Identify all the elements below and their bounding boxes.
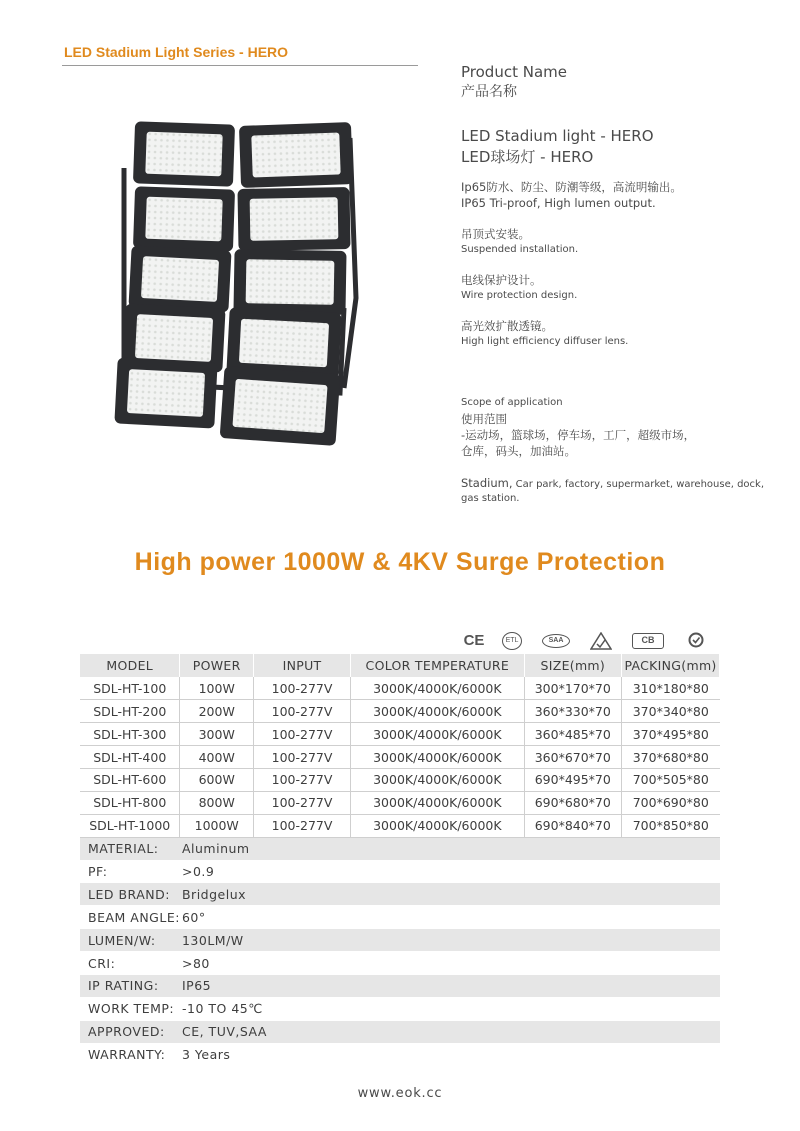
- cell-packing: 310*180*80: [622, 677, 720, 700]
- scope-en-line: gas station.: [461, 493, 520, 504]
- product-info: [461, 62, 791, 504]
- attribute-row: [80, 997, 720, 1020]
- cell-power: 400W: [180, 746, 253, 769]
- col-header-model: MODEL: [80, 654, 180, 677]
- feature-en: Suspended installation.: [461, 244, 579, 255]
- led-module: [237, 187, 350, 251]
- cell-power: 1000W: [180, 814, 253, 837]
- attribute-label: CRI:: [80, 952, 180, 975]
- certifications: [460, 632, 720, 652]
- cell-packing: 370*340*80: [622, 700, 720, 723]
- cell-model: SDL-HT-1000: [80, 814, 180, 837]
- table-row: [80, 791, 720, 814]
- cell-input: 100-277V: [253, 746, 350, 769]
- feature-en: Wire protection design.: [461, 290, 578, 301]
- spec-table: [80, 654, 720, 1067]
- attribute-value: IP65: [180, 974, 720, 997]
- led-module: [239, 122, 353, 188]
- cell-input: 100-277V: [253, 768, 350, 791]
- cell-power: 200W: [180, 700, 253, 723]
- feature-cn: 吊顶式安装。: [461, 227, 530, 241]
- feature-en: High light efficiency diffuser lens.: [461, 336, 629, 347]
- attribute-value: CE, TUV,SAA: [180, 1020, 720, 1043]
- cb-mark-icon: CB: [632, 633, 664, 649]
- attribute-value: Aluminum: [180, 837, 720, 860]
- cell-size: 360*485*70: [524, 723, 622, 746]
- attribute-label: MATERIAL:: [80, 837, 180, 860]
- cell-input: 100-277V: [253, 791, 350, 814]
- attribute-label: BEAM ANGLE:: [80, 906, 180, 929]
- attribute-row: [80, 929, 720, 952]
- attribute-label: APPROVED:: [80, 1020, 180, 1043]
- col-header-size: SIZE(mm): [524, 654, 622, 677]
- feature-cn: 高光效扩散透镜。: [461, 319, 553, 333]
- attribute-row: [80, 974, 720, 997]
- cell-power: 600W: [180, 768, 253, 791]
- product-name-cn: LED球场灯 - HERO: [461, 148, 594, 166]
- attribute-value: 130LM/W: [180, 929, 720, 952]
- rcm-mark-icon: [590, 632, 612, 650]
- table-row: [80, 814, 720, 837]
- cell-power: 100W: [180, 677, 253, 700]
- cell-size: 300*170*70: [524, 677, 622, 700]
- scope-cn-line: -运动场，篮球场，停车场，工厂，超级市场，: [461, 428, 696, 442]
- col-header-packing: PACKING(mm): [622, 654, 720, 677]
- saa-mark-icon: SAA: [542, 634, 570, 648]
- scope-en-lead: Stadium,: [461, 476, 513, 490]
- attribute-label: IP RATING:: [80, 974, 180, 997]
- feature-cn: Ip65防水、防尘、防潮等级，高流明输出。: [461, 180, 682, 194]
- series-title: LED Stadium Light Series - HERO: [64, 44, 289, 60]
- table-row: [80, 768, 720, 791]
- table-row: [80, 723, 720, 746]
- attribute-row: [80, 837, 720, 860]
- attribute-row: [80, 952, 720, 975]
- attribute-label: LUMEN/W:: [80, 929, 180, 952]
- attribute-row: [80, 883, 720, 906]
- cell-power: 800W: [180, 791, 253, 814]
- cell-color-temp: 3000K/4000K/6000K: [351, 700, 524, 723]
- cell-model: SDL-HT-100: [80, 677, 180, 700]
- led-module: [133, 121, 235, 186]
- title-divider: [62, 65, 418, 66]
- scope-en-rest: Car park, factory, supermarket, warehouse, dock,: [512, 479, 765, 490]
- cell-size: 360*330*70: [524, 700, 622, 723]
- cell-input: 100-277V: [253, 677, 350, 700]
- cell-power: 300W: [180, 723, 253, 746]
- col-header-color-temp: COLOR TEMPERATURE: [351, 654, 524, 677]
- cell-input: 100-277V: [253, 723, 350, 746]
- product-image: [104, 108, 362, 453]
- cell-packing: 370*680*80: [622, 746, 720, 769]
- cell-model: SDL-HT-200: [80, 700, 180, 723]
- cell-color-temp: 3000K/4000K/6000K: [351, 814, 524, 837]
- attribute-value: -10 TO 45℃: [180, 997, 720, 1020]
- led-module: [114, 357, 217, 428]
- led-module: [133, 186, 235, 251]
- attribute-value: Bridgelux: [180, 883, 720, 906]
- table-row: [80, 746, 720, 769]
- cell-model: SDL-HT-800: [80, 791, 180, 814]
- led-module: [128, 245, 231, 312]
- attribute-value: 60°: [180, 906, 720, 929]
- attribute-label: LED BRAND:: [80, 883, 180, 906]
- cell-model: SDL-HT-600: [80, 768, 180, 791]
- attribute-label: WORK TEMP:: [80, 997, 180, 1020]
- headline: High power 1000W & 4KV Surge Protection: [134, 548, 666, 576]
- cell-packing: 370*495*80: [622, 723, 720, 746]
- cell-size: 690*840*70: [524, 814, 622, 837]
- scope-cn-line: 仓库，码头，加油站。: [461, 444, 576, 458]
- attribute-row: [80, 1043, 720, 1066]
- led-module: [220, 366, 341, 446]
- led-module: [233, 249, 346, 315]
- table-header-row: [80, 654, 720, 677]
- ce-mark-icon: CE: [463, 632, 485, 649]
- cell-color-temp: 3000K/4000K/6000K: [351, 746, 524, 769]
- table-row: [80, 700, 720, 723]
- attribute-value: >0.9: [180, 860, 720, 883]
- cell-model: SDL-HT-300: [80, 723, 180, 746]
- feature-cn: 电线保护设计。: [461, 273, 542, 287]
- product-name-label-cn: 产品名称: [461, 84, 517, 100]
- attribute-label: WARRANTY:: [80, 1043, 180, 1066]
- cell-color-temp: 3000K/4000K/6000K: [351, 768, 524, 791]
- cell-input: 100-277V: [253, 814, 350, 837]
- scope-label-cn: 使用范围: [461, 412, 507, 426]
- attribute-label: PF:: [80, 860, 180, 883]
- scope-label: Scope of application: [461, 397, 563, 408]
- cell-color-temp: 3000K/4000K/6000K: [351, 677, 524, 700]
- tuv-mark-icon: [688, 632, 704, 650]
- cell-size: 690*495*70: [524, 768, 622, 791]
- attribute-value: >80: [180, 952, 720, 975]
- attribute-value: 3 Years: [180, 1043, 720, 1066]
- product-name: LED Stadium light - HERO: [461, 127, 654, 145]
- cell-packing: 700*505*80: [622, 768, 720, 791]
- website-url: www.eok.cc: [357, 1086, 443, 1101]
- table-row: [80, 677, 720, 700]
- scope-en-line: [461, 475, 764, 493]
- feature-en: IP65 Tri-proof, High lumen output.: [461, 196, 656, 210]
- cell-packing: 700*690*80: [622, 791, 720, 814]
- cell-size: 360*670*70: [524, 746, 622, 769]
- cell-color-temp: 3000K/4000K/6000K: [351, 723, 524, 746]
- attribute-row: [80, 860, 720, 883]
- attribute-row: [80, 1020, 720, 1043]
- col-header-input: INPUT: [253, 654, 350, 677]
- cell-color-temp: 3000K/4000K/6000K: [351, 791, 524, 814]
- product-name-label: Product Name: [461, 63, 567, 81]
- cell-input: 100-277V: [253, 700, 350, 723]
- etl-mark-icon: ETL: [502, 632, 522, 650]
- cell-packing: 700*850*80: [622, 814, 720, 837]
- attribute-row: [80, 906, 720, 929]
- col-header-power: POWER: [180, 654, 253, 677]
- cell-model: SDL-HT-400: [80, 746, 180, 769]
- cell-size: 690*680*70: [524, 791, 622, 814]
